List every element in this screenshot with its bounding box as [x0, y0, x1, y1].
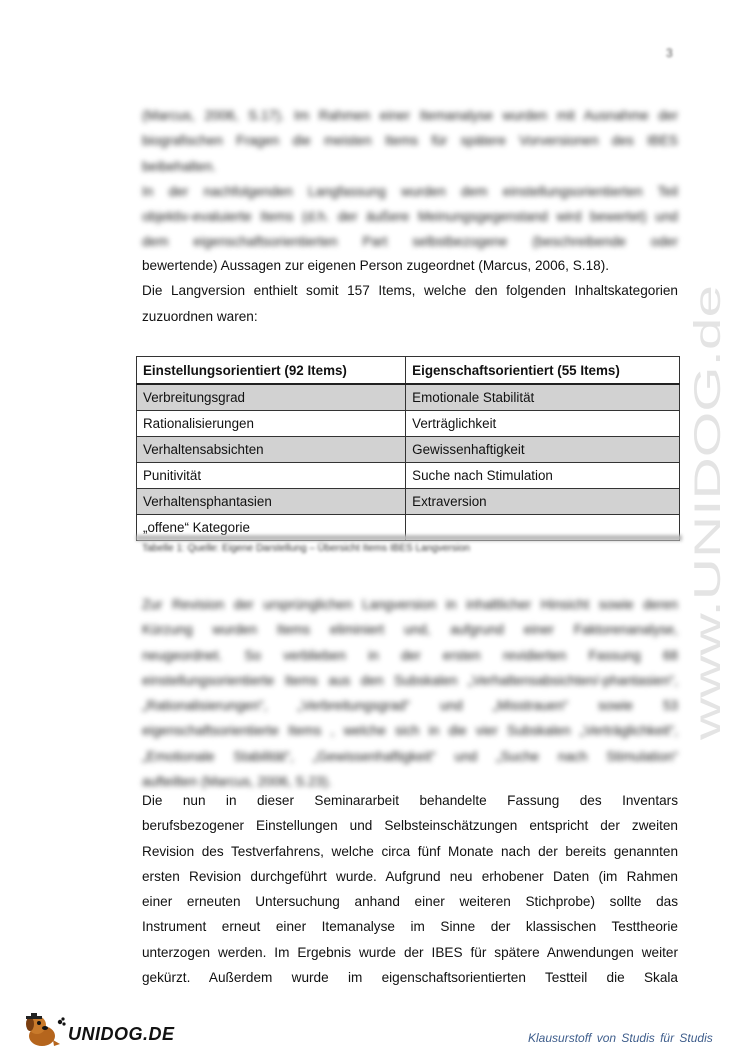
text-line: bewertende) Aussagen zur eigenen Person zugeordnet (Marcus, 2006, S.18). [142, 258, 610, 273]
text-line: einstellungsorientierte Items aus den Subskalen „Verhaltensabsichten/-phantasien“, [142, 672, 678, 688]
text-line: gekürzt. Außerdem wurde im eigenschaftsorientierten Testteil die Skala [142, 970, 678, 986]
intro-paragraph [142, 253, 678, 329]
table-cell: Verhaltensphantasien [137, 489, 406, 515]
table-header-row [137, 357, 680, 385]
table-bottom-blur [136, 535, 682, 541]
text-line: (Marcus, 2006, S.17). Im Rahmen einer Itemanalyse wurden mit Ausnahme der [142, 108, 678, 123]
table-caption: Tabelle 1: Quelle: Eigene Darstellung – Übersicht Items IBES Langversion [142, 543, 470, 554]
text-line: Zur Revision der ursprünglichen Langversion in inhaltlicher Hinsicht sowie deren [142, 597, 678, 612]
text-line: beibehalten. [142, 158, 217, 174]
table-cell: Verhaltensabsichten [137, 437, 406, 463]
text-line: biografischen Fragen die meisten Items für spätere Vorversionen des IBES [142, 133, 678, 149]
body-paragraph [142, 788, 678, 990]
table-cell: Verträglichkeit [406, 411, 680, 437]
table-header: Einstellungsorientiert (92 Items) [137, 357, 406, 385]
table-header: Eigenschaftsorientiert (55 Items) [406, 357, 680, 385]
text-line: zuzuordnen waren: [142, 308, 258, 324]
table-cell: „offene“ Kategorie [137, 515, 406, 541]
text-line: Die Langversion enthielt somit 157 Items, welche den folgenden Inhaltskategorien [142, 283, 678, 299]
table-cell: Verbreitungsgrad [137, 384, 406, 411]
text-line: objektiv-evaluierte Items (d.h. der äußere Meinungsgegenstand wird bewertet) und [142, 209, 678, 225]
table-row [137, 489, 680, 515]
watermark [688, 280, 728, 740]
text-line: aufteilten (Marcus, 2006, S.23). [142, 774, 332, 790]
items-table [136, 356, 680, 541]
text-line: Revision des Testverfahrens, welche circa fünf Monate nach der bereits genannten [142, 843, 678, 859]
text-line: neugeordnet. So verblieben in der ersten revidierten Fassung 68 [142, 647, 678, 663]
text-line: dem eigenschaftsorientierten Part selbstbezogene (beschreibende oder [142, 234, 678, 250]
table-row [137, 384, 680, 411]
page-number: 3 [666, 46, 673, 60]
blurred-middle-paragraph [142, 592, 678, 794]
table-cell: Suche nach Stimulation [406, 463, 680, 489]
table-cell: Rationalisierungen [137, 411, 406, 437]
dog-mascot-icon [20, 1012, 68, 1050]
text-line: „Emotionale Stabilität“, „Gewissenhaftigkeit“ und „Suche nach Stimulation“ [142, 748, 678, 764]
text-line: unterzogen werden. Im Ergebnis wurde der IBES für spätere Anwendungen weiter [142, 944, 678, 960]
text-line: einer erneuten Untersuchung anhand einer weiteren Stichprobe) sollte das [142, 894, 678, 910]
text-line: „Rationalisierungen“, „Verbreitungsgrad“ und „Misstrauen“ sowie 53 [142, 698, 678, 714]
footer-tagline: Klausurstoff von Studis für Studis [528, 1031, 713, 1045]
text-line: In der nachfolgenden Langfassung wurden dem einstellungsorientierten Teil [142, 183, 678, 199]
table-row [137, 437, 680, 463]
table-cell: Punitivität [137, 463, 406, 489]
text-line: Instrument erneut einer Itemanalyse im Sinne der klassischen Testtheorie [142, 919, 678, 935]
text-line: Die nun in dieser Seminararbeit behandelte Fassung des Inventars [142, 793, 678, 808]
watermark-text: www.UNIDOG.de [688, 452, 728, 740]
logo-text: UNIDOG.DE [68, 1024, 175, 1044]
table-cell: Extraversion [406, 489, 680, 515]
table-row [137, 411, 680, 437]
table-row [137, 463, 680, 489]
table-cell: Emotionale Stabilität [406, 384, 680, 411]
text-line: eigenschaftsorientierte Items , welche sich in die vier Subskalen „Verträglichkeit“, [142, 723, 678, 739]
text-line: Kürzung wurden Items eliminiert und, aufgrund einer Faktorenanalyse, [142, 622, 678, 638]
text-line: ersten Revision durchgeführt wurde. Aufgrund neu erhobener Daten (im Rahmen [142, 868, 678, 884]
blurred-intro-paragraph [142, 103, 678, 255]
unidog-logo [20, 1012, 180, 1050]
text-line: berufsbezogener Einstellungen und Selbsteinschätzungen entspricht der zweiten [142, 818, 678, 834]
table-cell: Gewissenhaftigkeit [406, 437, 680, 463]
